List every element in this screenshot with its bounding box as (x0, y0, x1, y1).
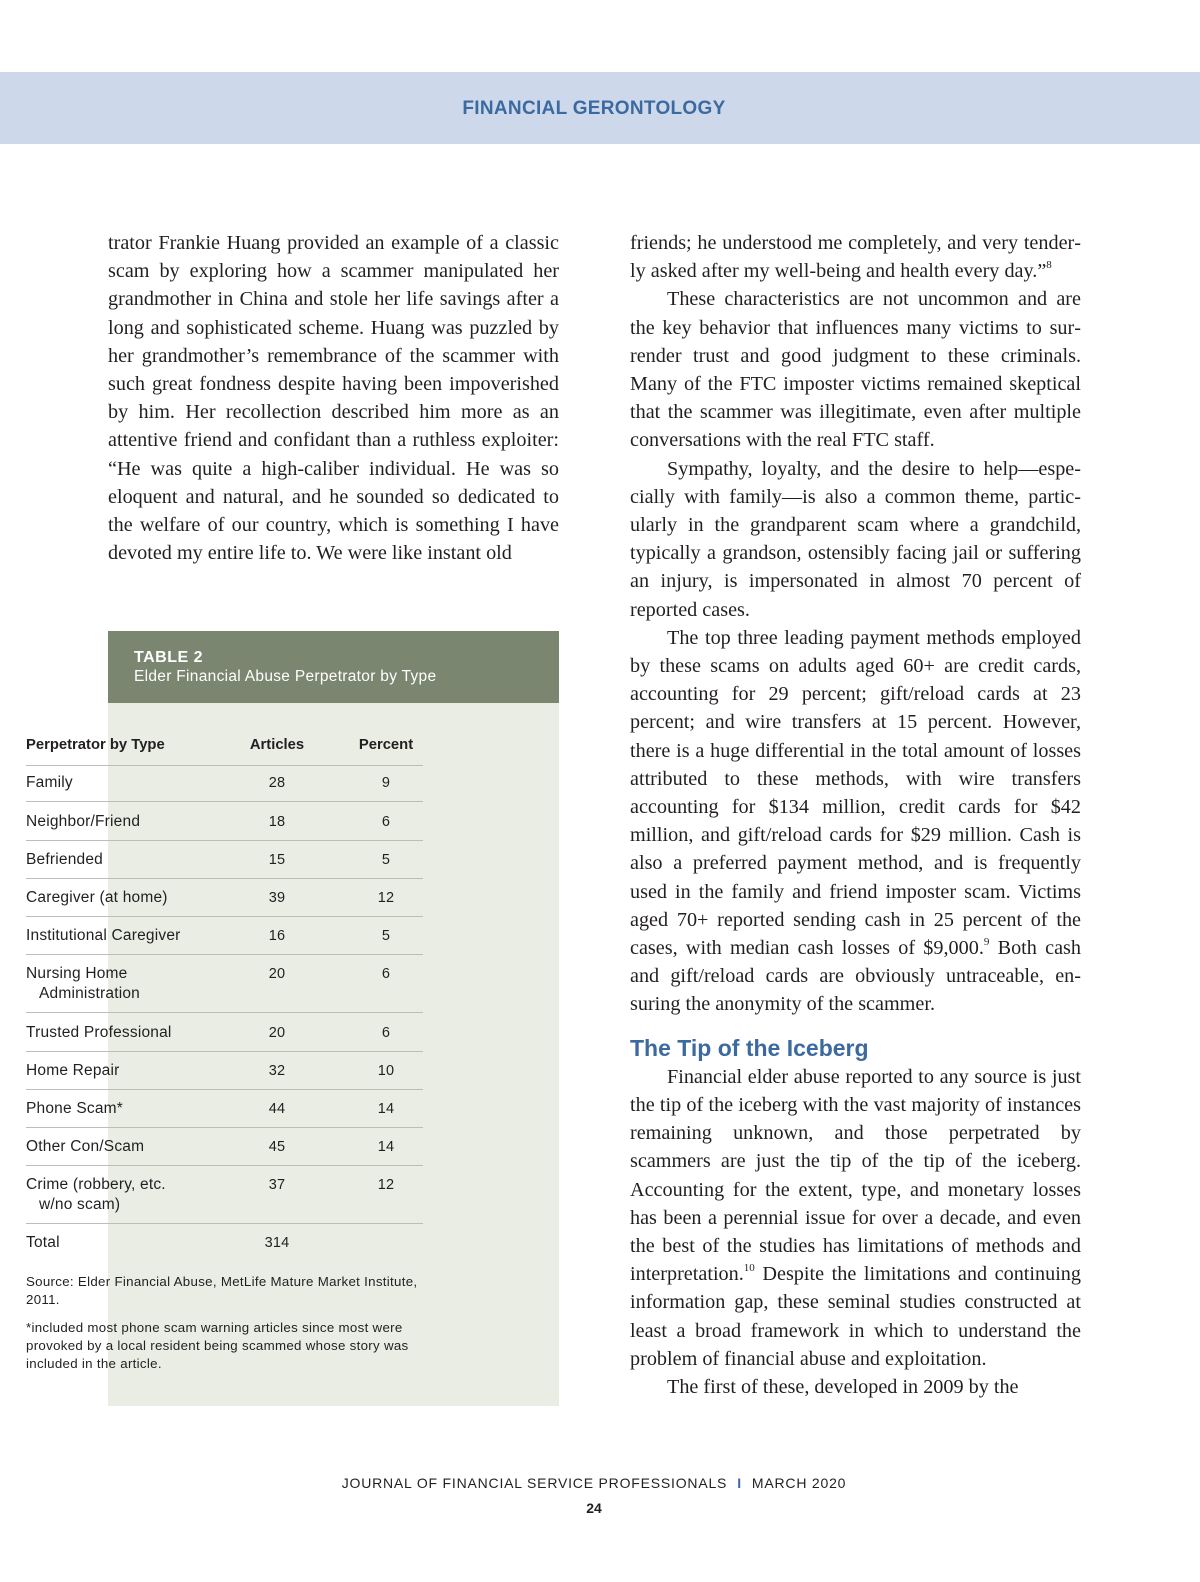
row-type: Home Repair (26, 1062, 120, 1079)
row-articles: 37 (268, 1177, 286, 1193)
right-paragraph-3: Sympathy, loyalty, and the desire to help—especially with family—is also a common theme, particularly in the grandparent scam where a grandchild, typically a grandson, ostensibly facing jail or suffering an injury, is impersonated in almost 70 percent of reported cases. (630, 457, 1081, 621)
right-column (630, 229, 1081, 1401)
row-type: Phone Scam* (26, 1100, 123, 1117)
endnote-ref-10: 10 (743, 1262, 755, 1275)
table-row (26, 888, 423, 917)
right-paragraph-5 (630, 1063, 1081, 1373)
row-articles: 45 (268, 1139, 286, 1155)
table-row (26, 964, 423, 1013)
table-row (26, 812, 423, 841)
row-type: Befriended (26, 851, 103, 868)
row-percent: 14 (377, 1101, 395, 1117)
column-header-percent: Percent (358, 737, 414, 753)
table-row (26, 1023, 423, 1052)
row-percent: 5 (381, 852, 391, 868)
row-percent: 12 (377, 890, 395, 906)
left-paragraph: trator Frankie Huang provided an example of a classic scam by exploring how a scammer manipulated her grandmother in China and stole her life savings after a long and sophisticated scheme. Huang was puzzled by her grandmother’s remembrance of the scammer with such great fondness despite having been impoverished by him. Her recollection described him more as an attentive friend and confidant than a ruthless exploiter: “He was quite a high-caliber individual. He was so eloquent and natural, and he sounded so dedicated to the welfare of our country, which is something I have devoted my entire life to. We were like instant old (108, 232, 559, 565)
right-paragraph-6: The first of these, developed in 2009 by the (667, 1375, 1019, 1398)
right-paragraph-4 (630, 624, 1081, 1019)
right-paragraph-2: These characteristics are not uncommon and are the key behavior that influences many victims to surrender trust and good judgment to these criminals. Many of the FTC imposter victims remained skeptical that the scammer was illegitimate, even after multiple conversations with the real FTC staff. (630, 288, 1081, 452)
section-heading: The Tip of the Iceberg (630, 1034, 869, 1061)
table-footnote: *included most phone scam warning articles since most were provoked by a local resident being scammed whose story was included in the article. (26, 1320, 409, 1371)
row-type: Total (26, 1234, 60, 1251)
p5-text-b: Despite the limitations and continuing information gap, these seminal studies constructed at least a broad framework in which to understand the problem of financial abuse and exploitation. (630, 1263, 1081, 1370)
left-column (108, 229, 559, 567)
p1-text: friends; he understood me completely, and very tenderly asked after my well-being and health every day.” (630, 232, 1081, 283)
row-type: Other Con/Scam (26, 1138, 145, 1155)
issue-date: MARCH 2020 (751, 1475, 847, 1491)
p5-text-a: Financial elder abuse reported to any source is just the tip of the iceberg with the vast majority of instances remaining unknown, and those perpetrated by scammers are just the tip of the tip of the iceberg. Accounting for the extent, type, and monetary losses has been a perennial issue for over a decade, and even the best of the studies has limitations of methods and interpretation. (630, 1065, 1081, 1286)
row-type: Neighbor/Friend (26, 813, 141, 830)
running-footer (0, 1475, 1188, 1491)
table-row (26, 773, 423, 802)
page-number: 24 (586, 1500, 602, 1516)
journal-name: JOURNAL OF FINANCIAL SERVICE PROFESSIONALS (341, 1475, 728, 1491)
row-percent: 12 (377, 1177, 395, 1193)
running-header: FINANCIAL GERONTOLOGY (462, 98, 726, 119)
table-row (26, 1061, 423, 1090)
p4-text-a: The top three leading payment methods employed by these scams on adults aged 60+ are credit cards, accounting for 29 percent; gift/reload cards at 23 percent; and wire transfers at 15 percent. However, there is a huge differential in the total amount of losses attributed to these methods, with wire transfers accounting for $134 million, credit cards for $42 million, and gift/reload cards for $29 million. Cash is also a preferred payment method, and is frequently used in the family and friend imposter scam. Victims aged 70+ reported sending cash in 25 percent of the cases, with median cash losses of $9,000. (630, 626, 1081, 960)
row-type-line1: Nursing Home (26, 965, 128, 982)
row-percent: 6 (381, 814, 391, 830)
row-type-line1: Crime (robbery, etc. (26, 1176, 166, 1193)
row-type: Institutional Caregiver (26, 927, 181, 944)
row-percent: 6 (381, 1025, 391, 1041)
table-label: TABLE 2 (134, 649, 203, 666)
row-percent: 14 (377, 1139, 395, 1155)
row-articles: 44 (268, 1101, 286, 1117)
table-row (26, 1175, 423, 1224)
row-articles: 314 (264, 1235, 290, 1251)
p4-text-b: Both cash and gift/reload cards are obviously untraceable, ensuring the anonymity of the scammer. (630, 937, 1081, 1016)
row-articles: 28 (268, 775, 286, 791)
row-articles: 15 (268, 852, 286, 868)
row-articles: 18 (268, 814, 286, 830)
right-paragraph-1 (630, 229, 1081, 285)
endnote-ref-9: 9 (983, 936, 990, 949)
row-articles: 20 (268, 1025, 286, 1041)
table-source: Source: Elder Financial Abuse, MetLife Mature Market Institute, 2011. (26, 1274, 418, 1307)
row-type: Caregiver (at home) (26, 889, 168, 906)
row-percent: 5 (381, 928, 391, 944)
table-column-headers (26, 737, 423, 766)
row-type (26, 964, 216, 1004)
row-articles: 32 (268, 1063, 286, 1079)
row-type: Trusted Professional (26, 1024, 172, 1041)
row-percent: 9 (381, 775, 391, 791)
row-articles: 16 (268, 928, 286, 944)
row-type-line2: w/no scam) (39, 1196, 121, 1213)
endnote-ref-8: 8 (1046, 259, 1052, 272)
row-articles: 20 (268, 966, 286, 982)
table-row (26, 926, 423, 955)
column-header-articles: Articles (249, 737, 305, 753)
table-row (26, 1099, 423, 1128)
row-percent: 10 (377, 1063, 395, 1079)
column-header-type: Perpetrator by Type (26, 737, 165, 753)
row-articles: 39 (268, 890, 286, 906)
row-percent: 6 (381, 966, 391, 982)
footer-separator: I (737, 1475, 742, 1491)
table-header-band (108, 631, 559, 703)
table-row (26, 850, 423, 879)
row-type-line2: Administration (39, 985, 141, 1002)
row-type (26, 1175, 216, 1215)
table-row (26, 1137, 423, 1166)
table-row-total (26, 1233, 423, 1255)
row-type: Family (26, 774, 73, 791)
table-caption: Elder Financial Abuse Perpetrator by Type (134, 668, 437, 685)
